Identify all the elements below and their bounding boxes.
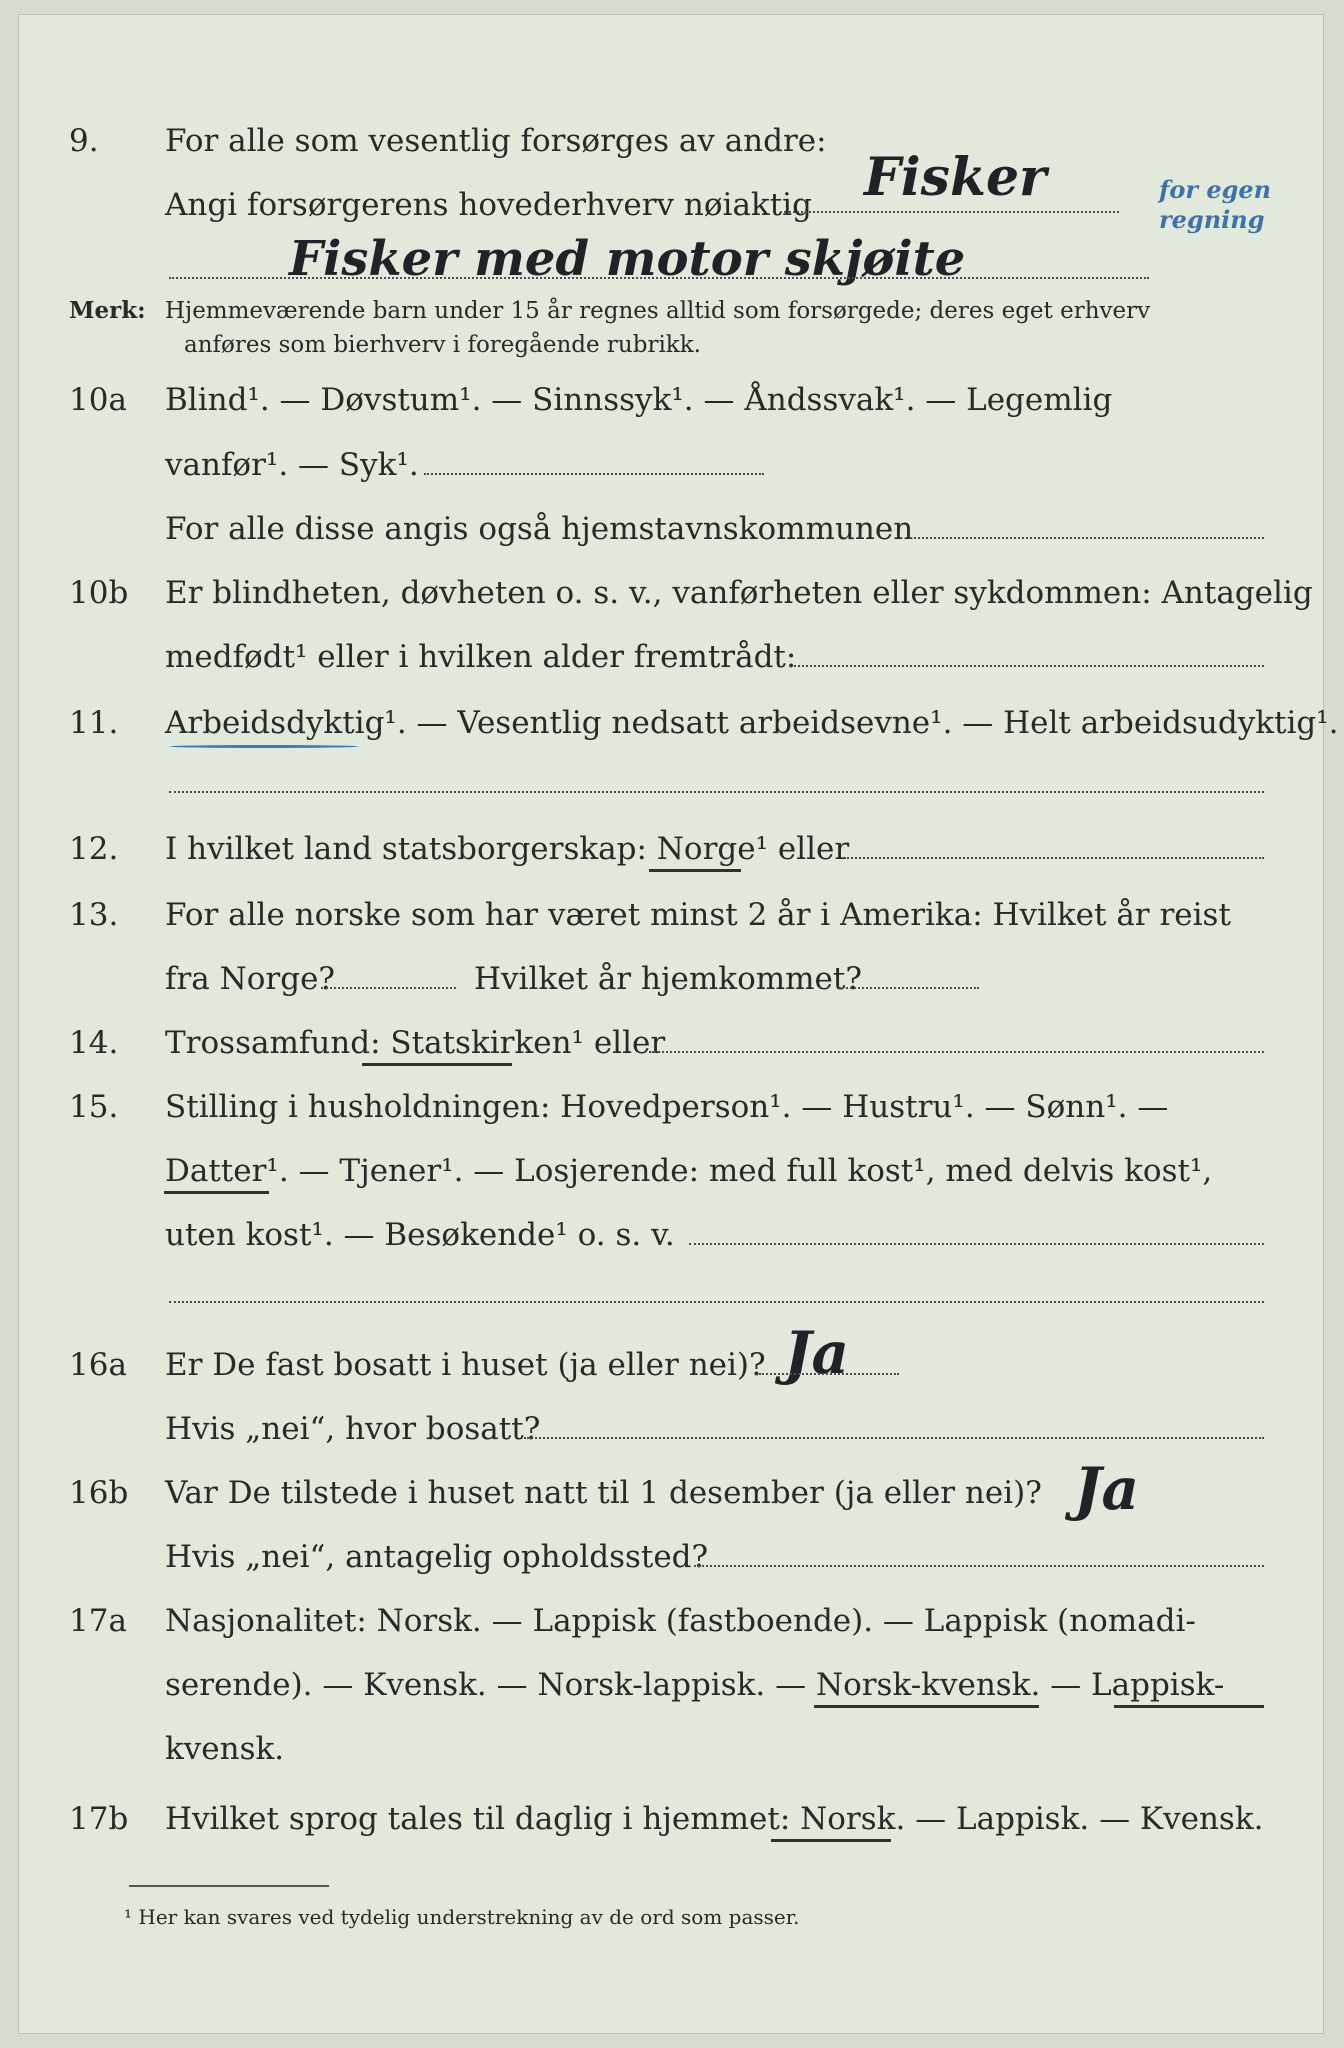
footnote: ¹ Her kan svares ved tydelig understrekning av de ord som passer.	[124, 1905, 800, 1929]
item-number: 17b	[69, 1801, 129, 1837]
answer-line	[844, 857, 1264, 859]
item-text-line: Hvilket sprog tales til daglig i hjemmet: Norsk. — Lappisk. — Kvensk.	[165, 1801, 1264, 1837]
item-text-line: uten kost¹. — Besøkende¹ o. s. v.	[165, 1217, 675, 1253]
answer-line	[694, 1565, 1264, 1567]
answer-line	[784, 211, 1119, 213]
handwritten-answer: Ja	[1074, 1455, 1140, 1523]
item-text-line: Angi forsørgerens hovederhverv nøiaktig	[165, 187, 812, 223]
item-text-line: Blind¹. — Døvstum¹. — Sinnssyk¹. — Åndssvak¹. — Legemlig	[165, 382, 1113, 418]
item-number: 9.	[69, 123, 99, 159]
item-text-line: Datter¹. — Tjener¹. — Losjerende: med full kost¹, med delvis kost¹,	[165, 1153, 1213, 1189]
item-text-line: For alle som vesentlig forsørges av andre:	[165, 123, 827, 159]
item-text-line: fra Norge?	[165, 961, 336, 997]
item-text-line: serende). — Kvensk. — Norsk-lappisk. — Norsk-kvensk. — Lappisk-	[165, 1667, 1225, 1703]
item-number: 15.	[69, 1089, 119, 1125]
item-number: 16b	[69, 1475, 129, 1511]
item-number: 16a	[69, 1347, 127, 1383]
item-number: 17a	[69, 1603, 127, 1639]
answer-line	[789, 665, 1264, 667]
answer-line	[759, 1373, 899, 1375]
handwritten-answer: Fisker med motor skjøite	[289, 231, 966, 287]
answer-line	[909, 537, 1264, 539]
item-number: 14.	[69, 1025, 119, 1061]
footnote-rule	[129, 1885, 329, 1887]
item-number: 10a	[69, 382, 127, 418]
item-text-line: kvensk.	[165, 1731, 285, 1767]
note-text-line: anføres som bierhverv i foregående rubrikk.	[184, 332, 701, 358]
item-number: 13.	[69, 897, 119, 933]
item-number: 11.	[69, 705, 119, 741]
answer-line	[169, 1301, 1264, 1303]
underline-mark	[814, 1705, 1039, 1708]
answer-line	[169, 277, 1149, 279]
item-text-line: Hvis „nei“, hvor bosatt?	[165, 1411, 541, 1447]
answer-line	[689, 1243, 1264, 1245]
answer-line	[424, 473, 764, 475]
underline-mark	[649, 869, 741, 872]
item-text-line: Er De fast bosatt i huset (ja eller nei)?	[165, 1347, 766, 1383]
item-text-line: Hvis „nei“, antagelig opholdssted?	[165, 1539, 709, 1575]
item-text-line: Stilling i husholdningen: Hovedperson¹. — Hustru¹. — Sønn¹. —	[165, 1089, 1169, 1125]
handwritten-answer: Fisker	[864, 147, 1047, 208]
item-text-line: vanfør¹. — Syk¹.	[165, 447, 419, 483]
item-text-line: For alle disse angis også hjemstavnskommunen	[165, 511, 914, 547]
note-text-line: Hjemmeværende barn under 15 år regnes alltid som forsørgede; deres eget erhverv	[165, 298, 1151, 324]
handwritten-answer: Ja	[784, 1319, 850, 1387]
item-text-line: Trossamfund: Statskirken¹ eller	[165, 1025, 666, 1061]
item-text-line: Var De tilstede i huset natt til 1 desember (ja eller nei)?	[165, 1475, 1042, 1511]
item-text-line: Hvilket år hjemkommet?	[474, 961, 862, 997]
item-text-line: Nasjonalitet: Norsk. — Lappisk (fastboende). — Lappisk (nomadi-	[165, 1603, 1196, 1639]
census-form-page	[18, 14, 1339, 2034]
answer-line	[839, 987, 979, 989]
item-number: 10b	[69, 575, 129, 611]
item-text-line: Arbeidsdyktig¹. — Vesentlig nedsatt arbeidsevne¹. — Helt arbeidsudyktig¹.	[165, 705, 1339, 741]
item-number: 12.	[69, 831, 119, 867]
note-label: Merk:	[69, 297, 146, 324]
item-text-line: medfødt¹ eller i hvilken alder fremtrådt:	[165, 639, 797, 675]
underline-mark	[164, 1191, 269, 1194]
underline-mark	[1114, 1705, 1264, 1708]
answer-line	[321, 987, 456, 989]
answer-line	[649, 1051, 1264, 1053]
underline-mark	[362, 1063, 512, 1066]
underline-mark	[771, 1839, 891, 1842]
blue-underline-mark	[169, 745, 359, 748]
item-text-line: For alle norske som har været minst 2 år i Amerika: Hvilket år reist	[165, 897, 1231, 933]
answer-line	[524, 1437, 1264, 1439]
item-text-line: Er blindheten, døvheten o. s. v., vanførheten eller sykdommen: Antagelig	[165, 575, 1313, 611]
item-text-line: I hvilket land statsborgerskap: Norge¹ eller	[165, 831, 850, 867]
handwritten-margin-note: for egen regning	[1159, 175, 1272, 234]
answer-line	[169, 791, 1264, 793]
